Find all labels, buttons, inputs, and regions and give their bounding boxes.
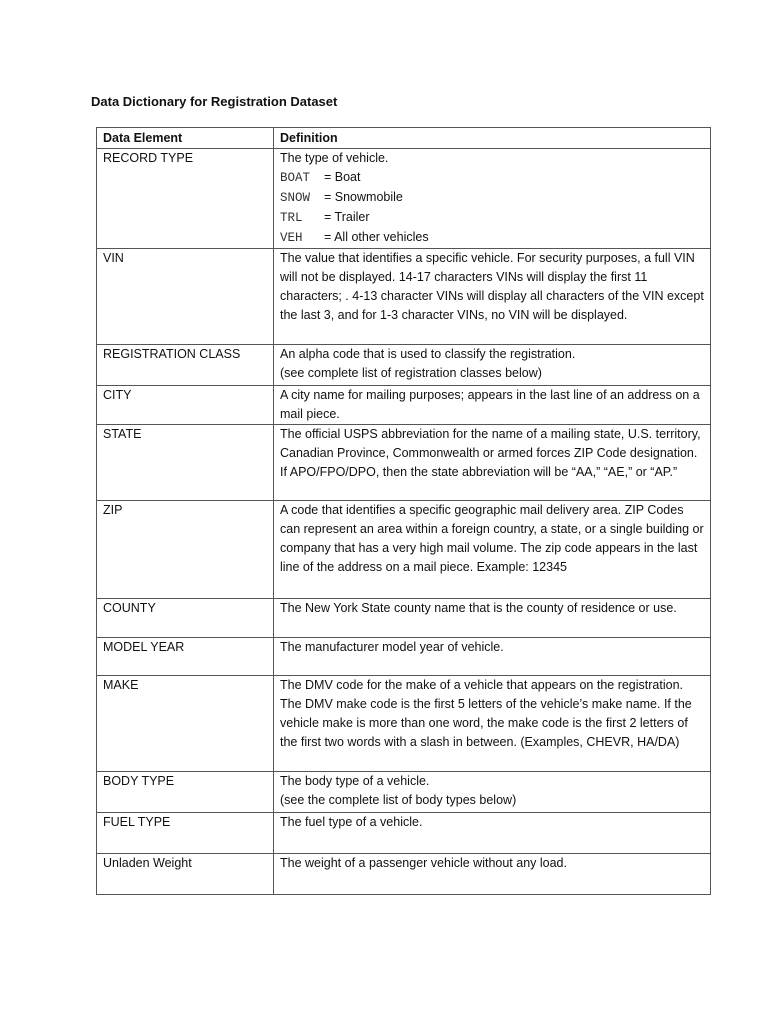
table-row-county [97, 599, 711, 638]
header-data-element: Data Element [97, 128, 274, 149]
table-row-zip [97, 501, 711, 599]
element-name: COUNTY [97, 599, 274, 638]
definition-line: (see the complete list of body types below) [280, 793, 517, 807]
definition-line: (see complete list of registration classes below) [280, 366, 542, 380]
element-definition: The weight of a passenger vehicle without any load. [274, 854, 711, 895]
table-row-unladen-weight [97, 854, 711, 895]
code-value: SNOW [280, 191, 311, 205]
element-definition: The DMV code for the make of a vehicle that appears on the registration. The DMV make code is the first 5 letters of the vehicle’s make name. If the vehicle make is more than one word, the make code is the first 2 letters of the first two words with a slash in between. (Examples, CHEVR, HA/DA) [274, 676, 711, 772]
code-value: TRL [280, 211, 303, 225]
element-definition [274, 149, 711, 249]
element-definition: The fuel type of a vehicle. [274, 813, 711, 854]
header-definition: Definition [274, 128, 711, 149]
element-name: MAKE [97, 676, 274, 772]
table-row-city [97, 386, 711, 425]
element-name: Unladen Weight [97, 854, 274, 895]
code-value: BOAT [280, 171, 311, 185]
code-desc: = Trailer [324, 210, 370, 224]
code-desc: = All other vehicles [324, 230, 429, 244]
element-name: FUEL TYPE [97, 813, 274, 854]
element-definition [274, 345, 711, 386]
code-line [280, 168, 706, 188]
element-definition: The manufacturer model year of vehicle. [274, 638, 711, 676]
table-row-model-year [97, 638, 711, 676]
element-name: RECORD TYPE [97, 149, 274, 249]
table-row-record-type [97, 149, 711, 249]
element-name: MODEL YEAR [97, 638, 274, 676]
element-definition: A city name for mailing purposes; appears in the last line of an address on a mail piece. [274, 386, 711, 425]
table-row-body-type [97, 772, 711, 813]
element-name: BODY TYPE [97, 772, 274, 813]
definition-line: An alpha code that is used to classify the registration. [280, 347, 576, 361]
code-value: VEH [280, 231, 303, 245]
code-line [280, 208, 706, 228]
table-row-state [97, 425, 711, 501]
table-row-vin [97, 249, 711, 345]
document-title: Data Dictionary for Registration Dataset [91, 94, 338, 109]
definition-intro: The type of vehicle. [280, 151, 389, 165]
element-name: STATE [97, 425, 274, 501]
element-definition [274, 772, 711, 813]
table-row-fuel-type [97, 813, 711, 854]
element-definition: The value that identifies a specific vehicle. For security purposes, a full VIN will not be displayed. 14-17 characters VINs will display the first 11 characters; . 4-13 character VINs will display all characters of the VIN except the last 3, and for 1-3 character VINs, no VIN will be displayed. [274, 249, 711, 345]
element-name: VIN [97, 249, 274, 345]
code-desc: = Boat [324, 170, 361, 184]
table-row-registration-class [97, 345, 711, 386]
element-name: CITY [97, 386, 274, 425]
definition-line: The body type of a vehicle. [280, 774, 430, 788]
element-definition: The official USPS abbreviation for the name of a mailing state, U.S. territory, Canadian Province, Commonwealth or armed forces ZIP Code designation. If APO/FPO/DPO, then the state abbreviation will be “AA,” “AE,” or “AP.” [274, 425, 711, 501]
table-row-make [97, 676, 711, 772]
code-line [280, 228, 706, 248]
element-definition: The New York State county name that is the county of residence or use. [274, 599, 711, 638]
data-dictionary-table [96, 127, 711, 895]
table-header-row [97, 128, 711, 149]
element-definition: A code that identifies a specific geographic mail delivery area. ZIP Codes can represent an area within a foreign country, a state, or a single building or company that has a very high mail volume. The zip code appears in the last line of the address on a mail piece. Example: 12345 [274, 501, 711, 599]
element-name: ZIP [97, 501, 274, 599]
code-desc: = Snowmobile [324, 190, 403, 204]
code-line [280, 188, 706, 208]
element-name: REGISTRATION CLASS [97, 345, 274, 386]
